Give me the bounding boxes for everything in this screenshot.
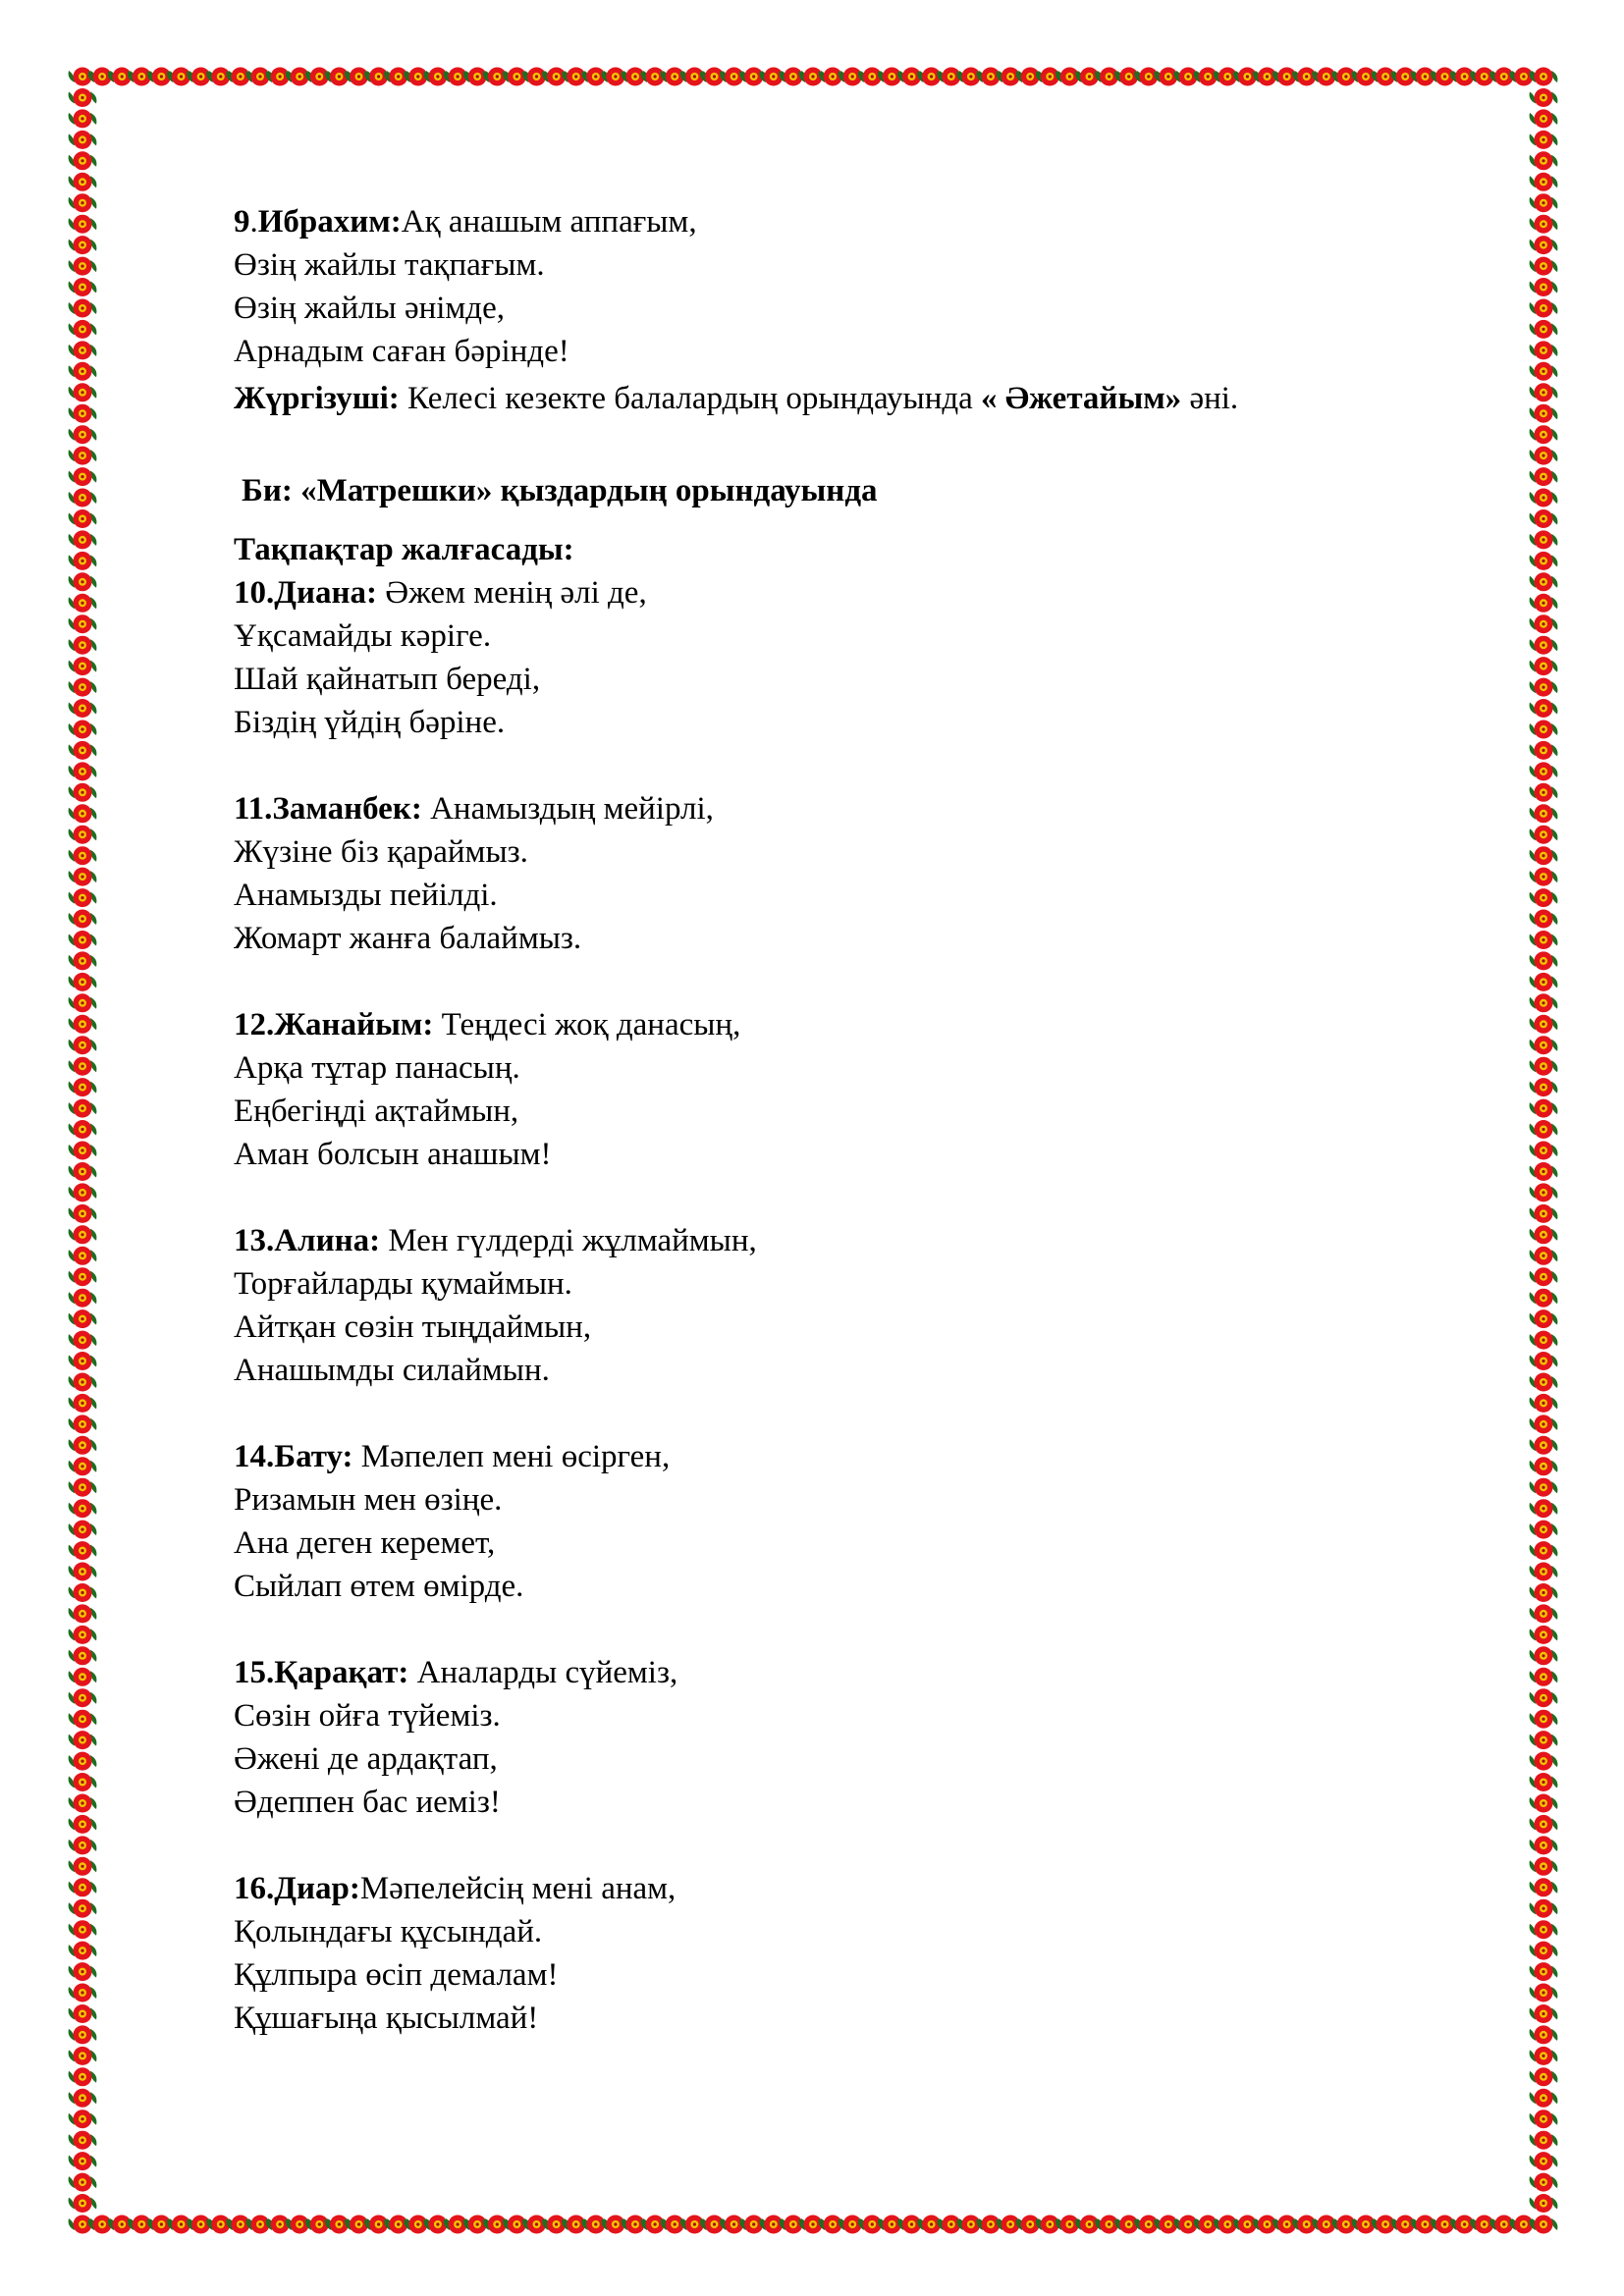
border-flower-icon	[69, 1120, 97, 1139]
verse-line: Ана деген керемет,	[234, 1525, 496, 1561]
border-flower-icon	[69, 215, 97, 234]
border-flower-icon	[1530, 1794, 1558, 1813]
border-flower-icon	[69, 783, 97, 802]
verse-line: Мен гүлдерді жұлмаймын,	[380, 1223, 757, 1258]
border-flower-icon	[1530, 1183, 1558, 1201]
border-flower-icon	[69, 741, 97, 760]
border-flower-icon	[1530, 657, 1558, 675]
border-flower-icon	[69, 951, 97, 970]
border-flower-icon	[1530, 2047, 1558, 2065]
verse-number: 9	[234, 204, 250, 240]
border-flower-icon	[1530, 846, 1558, 865]
border-flower-icon	[69, 1731, 97, 1749]
border-flower-icon	[1530, 1541, 1558, 1560]
verse-speaker: 15.Қарақат:	[234, 1655, 409, 1690]
verse-line: Еңбегіңді ақтаймын,	[234, 1094, 519, 1129]
border-flower-icon	[69, 657, 97, 675]
song-title: « Әжетайым»	[981, 381, 1182, 416]
border-flower-icon	[69, 699, 97, 718]
border-flower-icon	[69, 1162, 97, 1181]
border-flower-icon	[1530, 2067, 1558, 2086]
verse-line: Жүзіне біз қараймыз.	[234, 834, 528, 870]
verse-speaker: 10.Диана:	[234, 575, 377, 611]
border-flower-icon	[1530, 993, 1558, 1012]
border-flower-icon	[1530, 447, 1558, 465]
verse-line: Анашымды силаймын.	[234, 1353, 550, 1388]
verse-line: Арқа тұтар панасың.	[234, 1050, 520, 1086]
border-flower-icon	[1530, 425, 1558, 444]
border-flower-icon	[69, 1352, 97, 1370]
border-flower-icon	[69, 636, 97, 655]
border-flower-icon	[1530, 362, 1558, 381]
border-flower-icon	[1530, 320, 1558, 339]
border-flower-icon	[1530, 1499, 1558, 1518]
border-flower-icon	[1530, 2109, 1558, 2128]
border-flower-icon	[69, 888, 97, 907]
border-flower-icon	[1530, 1204, 1558, 1223]
border-flower-icon	[1530, 1309, 1558, 1328]
border-flower-icon	[69, 1267, 97, 1286]
verse-line: Анамызды пейілді.	[234, 878, 498, 913]
border-flower-icon	[69, 509, 97, 528]
verse-line: Өзің жайлы әнімде,	[234, 291, 505, 326]
verse-speaker: Ибрахим:	[257, 204, 402, 240]
border-flower-icon	[1530, 2089, 1558, 2108]
border-flower-icon	[69, 1920, 97, 1939]
verse-14	[234, 1435, 1432, 1608]
verse-speaker: 11.Заманбек:	[234, 791, 422, 827]
border-flower-icon	[1530, 278, 1558, 296]
border-flower-icon	[69, 1752, 97, 1771]
border-flower-icon	[69, 846, 97, 865]
border-flower-icon	[1530, 636, 1558, 655]
border-flower-icon	[1530, 826, 1558, 844]
border-flower-icon	[1530, 1920, 1558, 1939]
verse-16	[234, 1867, 1432, 2040]
verse-speaker: 14.Бату:	[234, 1439, 353, 1474]
border-flower-icon	[69, 1583, 97, 1602]
verse-9	[234, 200, 1432, 373]
border-flower-icon	[69, 1057, 97, 1076]
verse-11	[234, 787, 1432, 960]
border-flower-icon	[69, 131, 97, 149]
border-flower-icon	[69, 2067, 97, 2086]
border-flower-icon	[69, 1794, 97, 1813]
border-flower-icon	[69, 2194, 97, 2213]
verse-line: Аналарды сүйеміз,	[408, 1655, 678, 1690]
border-flower-icon	[69, 826, 97, 844]
border-flower-icon	[1530, 721, 1558, 739]
border-flower-icon	[69, 257, 97, 276]
border-flower-icon	[69, 1984, 97, 2002]
border-flower-icon	[69, 109, 97, 128]
border-flower-icon	[69, 404, 97, 423]
border-flower-icon	[1530, 888, 1558, 907]
border-flower-icon	[1530, 68, 1558, 86]
border-flower-icon	[1530, 489, 1558, 507]
border-flower-icon	[69, 2131, 97, 2150]
border-flower-icon	[1530, 762, 1558, 780]
border-flower-icon	[1530, 1646, 1558, 1665]
border-flower-icon	[69, 910, 97, 929]
border-flower-icon	[1530, 1142, 1558, 1160]
border-flower-icon	[69, 1078, 97, 1096]
verse-line: Анамыздың мейірлі,	[421, 791, 714, 827]
border-flower-icon	[1530, 1604, 1558, 1623]
border-flower-icon	[1530, 193, 1558, 212]
border-flower-icon	[1530, 383, 1558, 401]
verse-15	[234, 1651, 1432, 1824]
border-flower-icon	[1530, 1331, 1558, 1350]
border-flower-icon	[1530, 1731, 1558, 1749]
verse-line: Теңдесі жоқ данасың,	[433, 1007, 741, 1042]
border-flower-icon	[69, 1394, 97, 1413]
border-flower-icon	[1530, 2152, 1558, 2170]
border-flower-icon	[69, 1036, 97, 1054]
border-flower-icon	[69, 804, 97, 823]
border-flower-icon	[1530, 1352, 1558, 1370]
border-flower-icon	[1530, 151, 1558, 170]
border-flower-icon	[69, 425, 97, 444]
verse-line: Арнадым саған бәрінде!	[234, 334, 569, 369]
verse-line: Әжем менің әлі де,	[376, 575, 647, 611]
border-flower-icon	[1530, 1710, 1558, 1729]
border-flower-icon	[1530, 236, 1558, 254]
border-flower-icon	[69, 1668, 97, 1686]
border-flower-icon	[69, 2004, 97, 2023]
verse-line: Сыйлап өтем өмірде.	[234, 1569, 524, 1604]
border-flower-icon	[69, 1521, 97, 1539]
border-flower-icon	[69, 489, 97, 507]
verse-12	[234, 1003, 1432, 1176]
border-flower-icon	[69, 320, 97, 339]
border-flower-icon	[69, 447, 97, 465]
verse-line: Әдеппен бас иеміз!	[234, 1785, 501, 1820]
border-flower-icon	[69, 341, 97, 359]
border-flower-icon	[1530, 2194, 1558, 2213]
border-flower-icon	[1530, 257, 1558, 276]
border-flower-icon	[1530, 1563, 1558, 1581]
border-flower-icon	[1530, 215, 1558, 234]
border-flower-icon	[1530, 1478, 1558, 1497]
border-flower-icon	[1530, 1984, 1558, 2002]
border-flower-icon	[69, 467, 97, 486]
border-flower-icon	[1530, 467, 1558, 486]
border-flower-icon	[69, 1247, 97, 1265]
verse-line: Әжені де ардақтап,	[234, 1741, 498, 1777]
border-flower-icon	[1530, 173, 1558, 191]
border-flower-icon	[1530, 2025, 1558, 2044]
border-flower-icon	[1530, 1878, 1558, 1896]
border-flower-icon	[69, 993, 97, 1012]
border-flower-icon	[1530, 699, 1558, 718]
border-flower-icon	[1530, 1668, 1558, 1686]
verse-line: Құшағыңа қысылмай!	[234, 2001, 539, 2036]
border-flower-icon	[1530, 678, 1558, 697]
border-flower-icon	[69, 88, 97, 107]
border-flower-icon	[1530, 299, 1558, 318]
border-flower-icon	[69, 362, 97, 381]
border-flower-icon	[69, 1183, 97, 1201]
border-flower-icon	[69, 931, 97, 949]
border-flower-icon	[69, 1142, 97, 1160]
verse-line: Сөзін ойға түйеміз.	[234, 1698, 501, 1734]
verse-line: Шай қайнатып береді,	[234, 662, 541, 697]
host-announcement	[234, 377, 1432, 420]
border-flower-icon	[1530, 1099, 1558, 1118]
border-flower-icon	[1530, 868, 1558, 886]
border-flower-icon	[69, 1942, 97, 1960]
border-flower-icon	[1530, 1436, 1558, 1455]
border-flower-icon	[1530, 2216, 1558, 2234]
border-flower-icon	[1530, 404, 1558, 423]
verse-separator: .	[249, 204, 258, 240]
verse-speaker: 12.Жанайым:	[234, 1007, 434, 1042]
border-flower-icon	[1530, 1373, 1558, 1392]
border-flower-icon	[69, 1499, 97, 1518]
border-flower-icon	[69, 1478, 97, 1497]
border-flower-icon	[69, 1962, 97, 1981]
verse-line: Ризамын мен өзіңе.	[234, 1482, 503, 1518]
border-flower-icon	[1530, 509, 1558, 528]
border-flower-icon	[69, 2173, 97, 2192]
verse-line: Біздің үйдің бәріне.	[234, 705, 506, 740]
border-flower-icon	[69, 1626, 97, 1644]
verse-line: Мәпелеп мені өсірген,	[352, 1439, 671, 1474]
border-flower-icon	[69, 530, 97, 549]
border-flower-icon	[1530, 1962, 1558, 1981]
border-flower-icon	[1530, 1773, 1558, 1791]
border-flower-icon	[1530, 2131, 1558, 2150]
verse-10	[234, 571, 1432, 744]
border-flower-icon	[1530, 88, 1558, 107]
border-flower-icon	[69, 1541, 97, 1560]
border-flower-icon	[1530, 2173, 1558, 2192]
border-flower-icon	[1530, 1942, 1558, 1960]
border-flower-icon	[69, 1309, 97, 1328]
border-flower-icon	[69, 1289, 97, 1308]
verse-9-first-line	[234, 200, 1432, 243]
border-flower-icon	[1530, 973, 1558, 991]
border-flower-icon	[1530, 1162, 1558, 1181]
border-flower-icon	[69, 1688, 97, 1707]
verse-line: Торғайларды қумаймын.	[234, 1266, 572, 1302]
verse-line: Мәпелейсің мені анам,	[359, 1871, 677, 1906]
border-flower-icon	[1530, 1815, 1558, 1834]
border-flower-icon	[1530, 572, 1558, 591]
border-flower-icon	[1530, 1857, 1558, 1876]
border-flower-icon	[69, 2109, 97, 2128]
verse-line: Жомарт жанға балаймыз.	[234, 921, 582, 956]
border-flower-icon	[69, 151, 97, 170]
verse-speaker: 16.Диар:	[234, 1871, 360, 1906]
document-body	[234, 200, 1432, 2083]
border-flower-icon	[1530, 131, 1558, 149]
border-flower-icon	[69, 1415, 97, 1433]
border-flower-icon	[69, 1373, 97, 1392]
border-flower-icon	[1530, 1036, 1558, 1054]
border-flower-icon	[1530, 804, 1558, 823]
border-flower-icon	[1530, 1457, 1558, 1475]
border-flower-icon	[69, 236, 97, 254]
verse-line: Ақ анашым аппағым,	[401, 204, 697, 240]
border-flower-icon	[1530, 1626, 1558, 1644]
border-flower-icon	[1530, 951, 1558, 970]
border-flower-icon	[69, 1099, 97, 1118]
verse-13	[234, 1219, 1432, 1392]
border-flower-icon	[69, 1225, 97, 1244]
border-flower-icon	[69, 868, 97, 886]
border-flower-icon	[69, 1457, 97, 1475]
border-flower-icon	[69, 1710, 97, 1729]
border-flower-icon	[1530, 1015, 1558, 1034]
border-flower-icon	[1530, 931, 1558, 949]
border-flower-icon	[69, 193, 97, 212]
border-flower-icon	[1530, 594, 1558, 613]
border-flower-icon	[1530, 614, 1558, 633]
border-flower-icon	[69, 1899, 97, 1918]
host-text: Келесі кезекте балалардың орындауында	[399, 381, 982, 416]
border-flower-icon	[69, 173, 97, 191]
border-flower-icon	[69, 973, 97, 991]
dance-announcement: Би: «Матрешки» қыздардың орындауында	[242, 473, 878, 508]
border-flower-icon	[69, 1773, 97, 1791]
border-flower-icon	[1530, 783, 1558, 802]
border-flower-icon	[69, 1878, 97, 1896]
border-flower-icon	[69, 1646, 97, 1665]
border-flower-icon	[69, 2152, 97, 2170]
border-flower-icon	[69, 2025, 97, 2044]
border-flower-icon	[1530, 530, 1558, 549]
border-flower-icon	[69, 678, 97, 697]
verse-line: Аман болсын анашым!	[234, 1137, 552, 1172]
border-flower-icon	[69, 299, 97, 318]
border-flower-icon	[69, 1204, 97, 1223]
border-flower-icon	[1530, 1899, 1558, 1918]
border-flower-icon	[69, 1563, 97, 1581]
verse-line: Ұқсамайды кәріге.	[234, 618, 492, 654]
border-flower-icon	[69, 762, 97, 780]
continue-title: Тақпақтар жалғасады:	[234, 532, 574, 567]
border-flower-icon	[69, 2047, 97, 2065]
border-flower-icon	[69, 1331, 97, 1350]
border-flower-icon	[69, 594, 97, 613]
border-flower-icon	[69, 572, 97, 591]
verse-line: Өзің жайлы тақпағым.	[234, 247, 545, 283]
border-flower-icon	[1530, 741, 1558, 760]
border-flower-icon	[1530, 1394, 1558, 1413]
border-flower-icon	[1530, 1583, 1558, 1602]
border-flower-icon	[1530, 1120, 1558, 1139]
border-flower-icon	[1530, 109, 1558, 128]
border-flower-icon	[69, 1857, 97, 1876]
verse-line: Айтқан сөзін тыңдаймын,	[234, 1309, 592, 1345]
border-flower-icon	[1530, 1415, 1558, 1433]
host-tail: әні.	[1181, 381, 1239, 416]
border-flower-icon	[69, 383, 97, 401]
border-flower-icon	[1530, 2004, 1558, 2023]
border-flower-icon	[69, 1604, 97, 1623]
verse-speaker: 13.Алина:	[234, 1223, 381, 1258]
verse-line: Құлпыра өсіп демалам!	[234, 1957, 559, 1993]
border-flower-icon	[1530, 1247, 1558, 1265]
border-flower-icon	[1530, 1521, 1558, 1539]
border-flower-icon	[1530, 1057, 1558, 1076]
border-flower-icon	[1530, 552, 1558, 570]
border-flower-icon	[69, 721, 97, 739]
border-flower-icon	[1530, 1688, 1558, 1707]
verse-line: Қолындағы құсындай.	[234, 1914, 543, 1949]
border-flower-icon	[69, 1436, 97, 1455]
border-flower-icon	[69, 1815, 97, 1834]
border-flower-icon	[1530, 341, 1558, 359]
border-flower-icon	[69, 1836, 97, 1854]
border-flower-icon	[69, 278, 97, 296]
border-flower-icon	[1530, 1267, 1558, 1286]
border-flower-icon	[69, 614, 97, 633]
border-flower-icon	[1530, 1836, 1558, 1854]
border-flower-icon	[1530, 1078, 1558, 1096]
border-flower-icon	[1530, 1289, 1558, 1308]
border-flower-icon	[1530, 910, 1558, 929]
border-flower-icon	[69, 552, 97, 570]
border-flower-icon	[69, 2089, 97, 2108]
border-flower-icon	[1530, 1225, 1558, 1244]
border-flower-icon	[69, 1015, 97, 1034]
host-label: Жүргізуші:	[234, 381, 400, 416]
border-flower-icon	[1530, 1752, 1558, 1771]
